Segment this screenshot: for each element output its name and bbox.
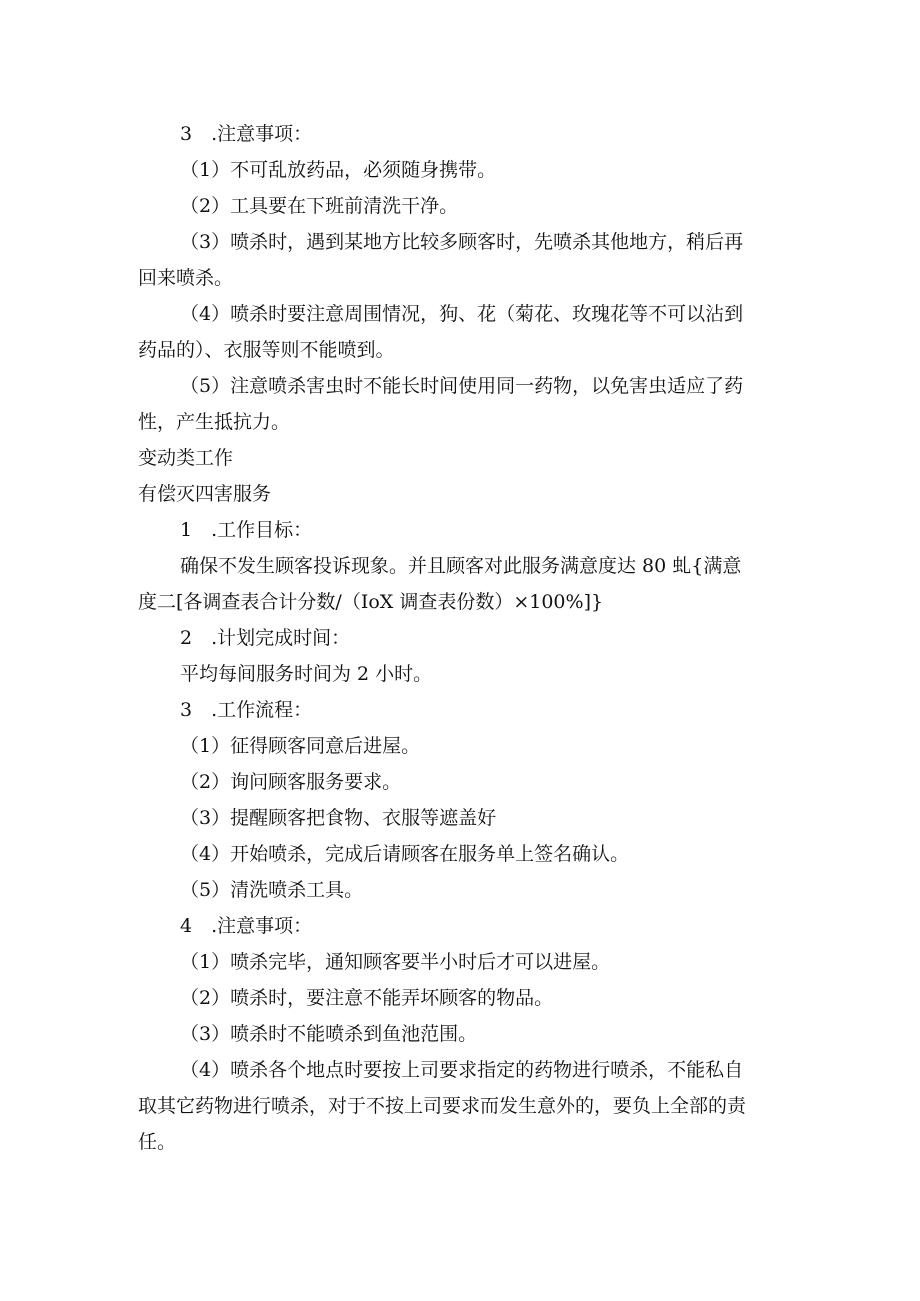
section-heading-notes-2: 4 .注意事项： xyxy=(180,915,313,937)
goal-text-cont: 度二[各调查表合计分数/（IoX 调查表份数）×100%]} xyxy=(138,591,604,613)
process-item-3: （3）提醒顾客把食物、衣服等遮盖好 xyxy=(180,807,497,829)
note-item-1: （1）不可乱放药品，必须随身携带。 xyxy=(180,159,497,181)
note2-item-3: （3）喷杀时不能喷杀到鱼池范围。 xyxy=(180,1023,478,1045)
heading-pest-service: 有偿灭四害服务 xyxy=(138,483,272,505)
note-item-2: （2）工具要在下班前清洗干净。 xyxy=(180,195,459,217)
note-item-5-cont: 性，产生抵抗力。 xyxy=(138,411,291,433)
note-item-4-cont: 药品的）、衣服等则不能喷到。 xyxy=(138,339,395,361)
process-item-4: （4）开始喷杀，完成后请顾客在服务单上签名确认。 xyxy=(180,843,630,865)
goal-text: 确保不发生顾客投诉现象。并且顾客对此服务满意度达 80 虬{满意 xyxy=(180,555,742,577)
note-item-4: （4）喷杀时要注意周围情况，狗、花（菊花、玫瑰花等不可以沾到 xyxy=(180,303,744,325)
time-text: 平均每间服务时间为 2 小时。 xyxy=(180,663,433,685)
note-item-3-cont: 回来喷杀。 xyxy=(138,267,234,289)
process-item-5: （5）清洗喷杀工具。 xyxy=(180,879,364,901)
section-heading-notes-1: 3 .注意事项： xyxy=(180,123,313,145)
process-item-1: （1）征得顾客同意后进屋。 xyxy=(180,735,421,757)
heading-variable-work: 变动类工作 xyxy=(138,447,234,469)
section-heading-process: 3 .工作流程： xyxy=(180,699,313,721)
note2-item-2: （2）喷杀时，要注意不能弄坏顾客的物品。 xyxy=(180,987,554,1009)
section-heading-time: 2 .计划完成时间： xyxy=(180,627,351,649)
note2-item-4-cont: 取其它药物进行喷杀，对于不按上司要求而发生意外的，要负上全部的责 xyxy=(138,1095,747,1117)
section-heading-goal: 1 .工作目标： xyxy=(180,519,313,541)
note-item-3: （3）喷杀时，遇到某地方比较多顾客时，先喷杀其他地方，稍后再 xyxy=(180,231,744,253)
note2-item-4: （4）喷杀各个地点时要按上司要求指定的药物进行喷杀，不能私自 xyxy=(180,1059,744,1081)
note-item-5: （5）注意喷杀害虫时不能长时间使用同一药物，以免害虫适应了药 xyxy=(180,375,744,397)
note2-item-1: （1）喷杀完毕，通知顾客要半小时后才可以进屋。 xyxy=(180,951,611,973)
process-item-2: （2）询问顾客服务要求。 xyxy=(180,771,402,793)
note2-item-4-end: 任。 xyxy=(138,1131,177,1153)
